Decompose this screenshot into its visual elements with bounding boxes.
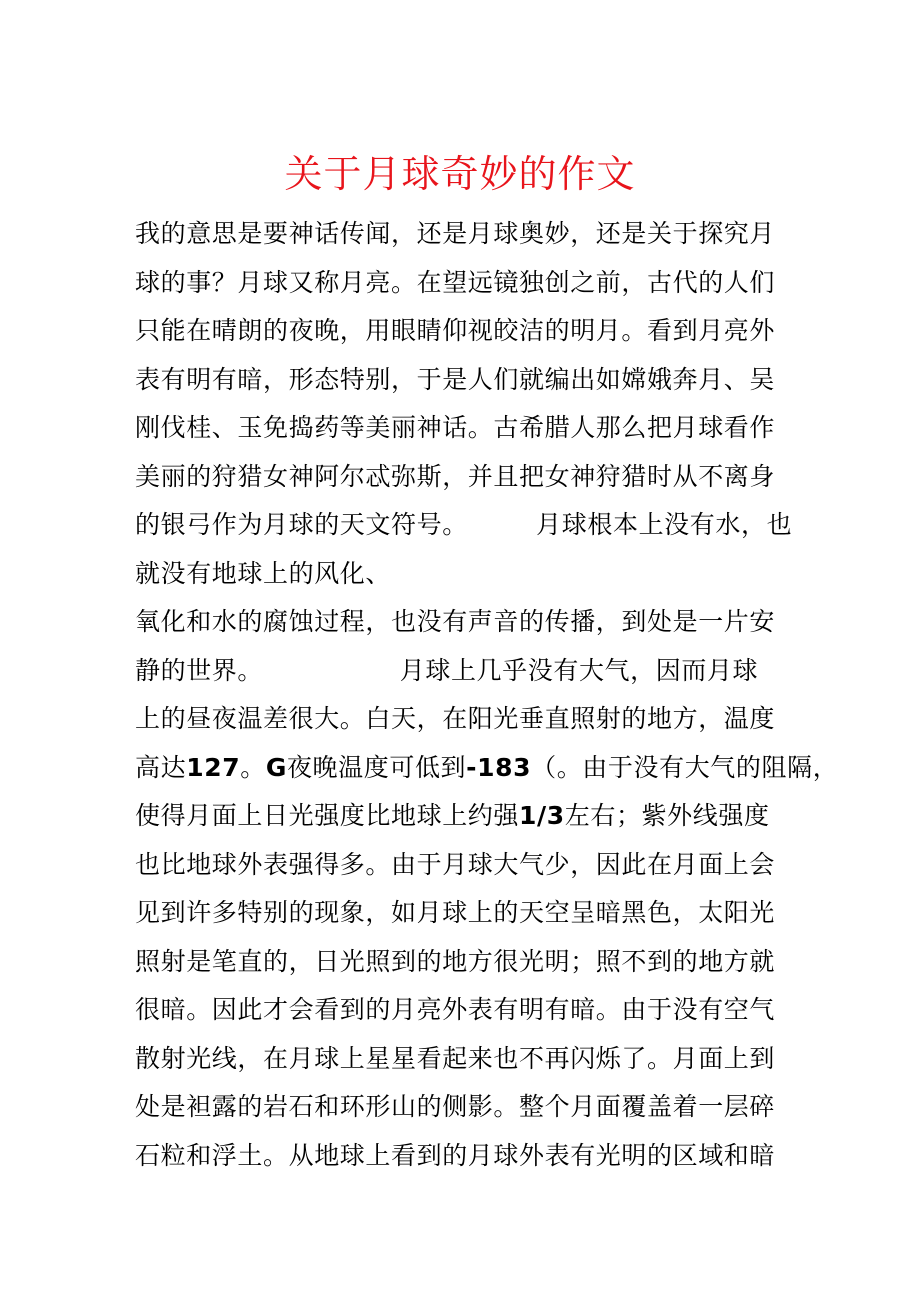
text-line: 我的意思是要神话传闻，还是月球奥妙，还是关于探究月 <box>135 219 776 248</box>
text-segment: 使得月面上日光强度比地球上约强 <box>135 801 520 830</box>
document-title: 关于月球奇妙的作文 <box>284 152 636 196</box>
text-line: 刚伐桂、玉免捣药等美丽神话。古希腊人那么把月球看作 <box>135 413 776 442</box>
text-line: 静的世界。 月球上几乎没有大气，因而月球 <box>135 655 759 685</box>
text-line: 就没有地球上的风化、 <box>135 558 392 588</box>
text-segment: （。由于没有大气的阻隔， <box>531 752 839 782</box>
letter-segment: G <box>265 752 287 782</box>
text-segment: 左右；紫外线强度 <box>564 801 770 830</box>
text-segment: 。 <box>240 752 266 782</box>
text-segment: 夜晚温度可低到 <box>286 752 467 782</box>
text-line: 球的事？月球又称月亮。在望远镜独创之前，古代的人们 <box>135 267 776 297</box>
number-segment: 127 <box>186 752 241 782</box>
text-line: 的银弓作为月球的天文符号。 月球根本上没有水，也 <box>135 510 793 539</box>
text-line-temperature <box>135 744 839 793</box>
text-line: 照射是笔直的，日光照到的地方很光明；照不到的地方就 <box>135 946 776 976</box>
text-line: 上的昼夜温差很大。白天，在阳光垂直照射的地方，温度 <box>135 704 776 733</box>
text-line: 处是袒露的岩石和环形山的侧影。整个月面覆盖着一层碎 <box>135 1092 776 1121</box>
text-line: 美丽的狩猎女神阿尔忒弥斯，并且把女神狩猎时从不离身 <box>135 461 776 491</box>
text-line: 很暗。因此才会看到的月亮外表有明有暗。由于没有空气 <box>135 995 776 1024</box>
document-body <box>135 210 839 1180</box>
number-segment: -183 <box>466 752 532 782</box>
text-line-sunlight <box>135 792 800 841</box>
text-line: 石粒和浮土。从地球上看到的月球外表有光明的区域和暗 <box>135 1140 776 1170</box>
number-segment: 1/3 <box>519 801 565 830</box>
text-line: 只能在晴朗的夜晚，用眼睛仰视皎洁的明月。看到月亮外 <box>135 316 776 345</box>
text-line: 散射光线，在月球上星星看起来也不再闪烁了。月面上到 <box>135 1043 776 1073</box>
text-line: 也比地球外表强得多。由于月球大气少，因此在月面上会 <box>135 849 776 879</box>
text-line: 表有明有暗，形态特别，于是人们就编出如嫦娥奔月、吴 <box>135 364 776 394</box>
text-line: 氧化和水的腐蚀过程，也没有声音的传播，到处是一片安 <box>135 607 776 636</box>
text-line: 见到许多特别的现象，如月球上的天空呈暗黑色，太阳光 <box>135 898 776 927</box>
text-segment: 高达 <box>135 752 187 782</box>
